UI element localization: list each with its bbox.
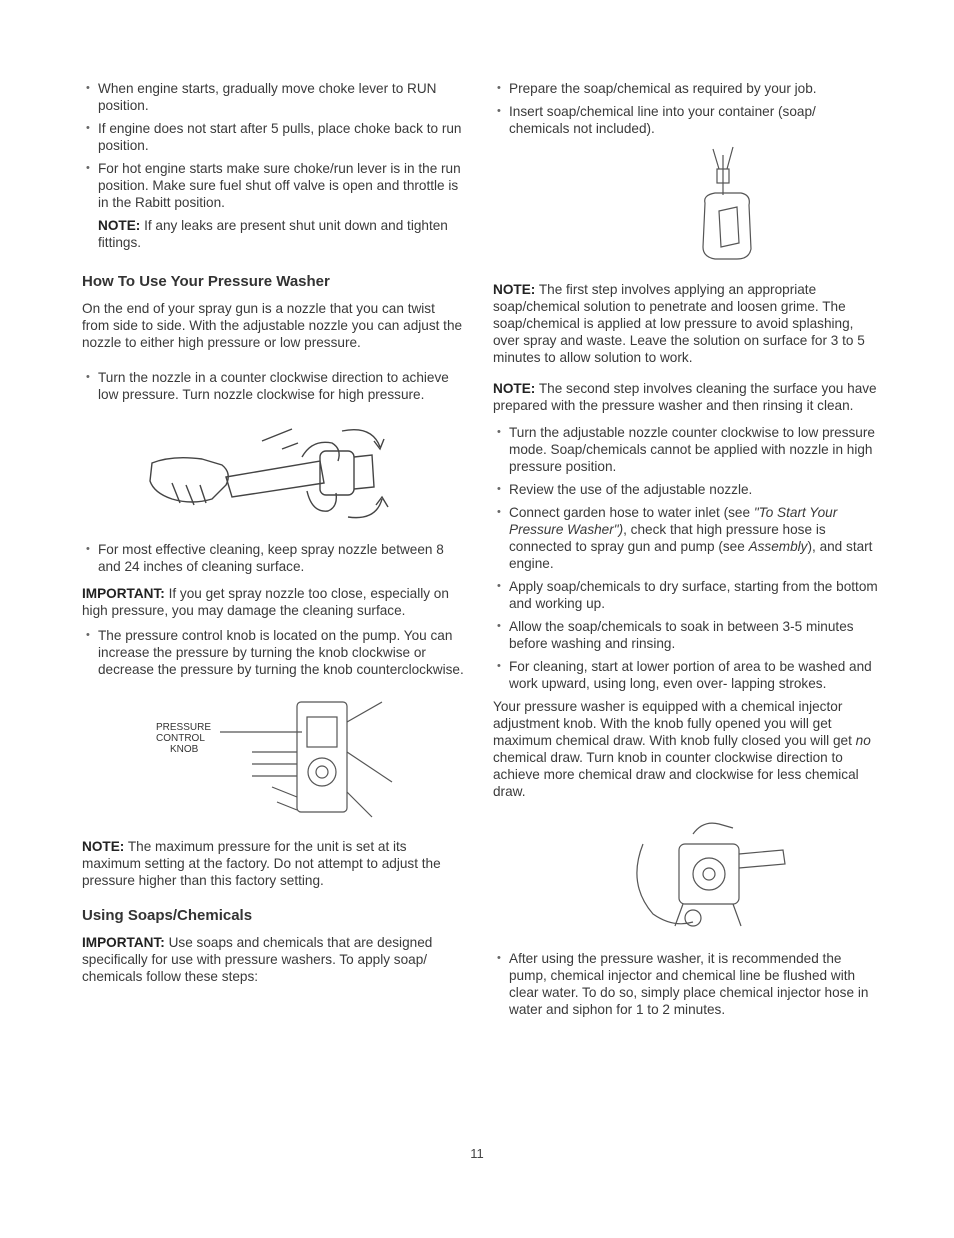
ref-to-start: "To Start Your Pressure Washer") bbox=[509, 505, 838, 537]
important-soaps bbox=[82, 934, 464, 985]
bullet-flush: • After using the pressure washer, it is recommended the pump, chemical injector and chemical line be flushed with clear water. To do so, simply place chemical injector hose in water and siphon for 1 to 2 minutes. bbox=[493, 950, 879, 1018]
bullet-turn-nozzle: • Turn the nozzle in a counter clockwise direction to achieve low pressure. Turn nozzle clockwise for high pressure. bbox=[82, 369, 464, 403]
note-second-step bbox=[493, 380, 879, 414]
important-text: Use soaps and chemicals that are designed specifically for use with pressure washers. To apply soap/ chemicals follow these steps: bbox=[82, 935, 433, 984]
bullet-choke-back: • If engine does not start after 5 pulls, place choke back to run position. bbox=[82, 120, 464, 154]
step-connect-text-end: ), and start engine. bbox=[509, 539, 873, 571]
pressure-control-knob-illustration bbox=[152, 692, 412, 822]
left-column bbox=[82, 80, 464, 993]
step-apply-soap: • Apply soap/chemicals to dry surface, starting from the bottom and working up. bbox=[493, 578, 879, 612]
pump-label-knob: KNOB bbox=[170, 744, 199, 755]
heading-how-to-use: How To Use Your Pressure Washer bbox=[82, 273, 330, 290]
bullet-pressure-knob: • The pressure control knob is located on the pump. You can increase the pressure by turning the knob clockwise or decrease the pressure by turning the knob counterclockwise. bbox=[82, 627, 464, 678]
ref-assembly: Assembly bbox=[748, 539, 808, 554]
important-close bbox=[82, 585, 464, 619]
nozzle-hand-drawing bbox=[142, 421, 392, 531]
page-number: 11 bbox=[470, 1146, 484, 1161]
important-label: IMPORTANT: bbox=[82, 586, 165, 601]
note-leaks bbox=[82, 217, 464, 251]
bullet-choke-run: • When engine starts, gradually move choke lever to RUN position. bbox=[82, 80, 464, 114]
note-label: NOTE: bbox=[493, 282, 536, 297]
bullet-prepare: • Prepare the soap/chemical as required by your job. bbox=[493, 80, 879, 97]
note-label: NOTE: bbox=[493, 381, 536, 396]
note-label: NOTE: bbox=[98, 218, 141, 233]
chemical-injector-illustration bbox=[623, 814, 803, 934]
pump-drawing bbox=[152, 692, 412, 822]
injector-no: no bbox=[855, 733, 871, 748]
step-review-nozzle: • Review the use of the adjustable nozzle. bbox=[493, 481, 879, 498]
chemical-container-illustration bbox=[683, 145, 773, 265]
important-text: If you get spray nozzle too close, especially on high pressure, you may damage the cleaning surface. bbox=[82, 586, 449, 618]
injector-text-end: chemical draw. Turn knob in counter clockwise direction to achieve more chemical draw and clockwise for less chemical draw. bbox=[493, 750, 859, 799]
step-connect-text-mid: , check that high pressure hose is connected to spray gun and pump (see bbox=[509, 522, 826, 554]
note-first-step bbox=[493, 281, 879, 366]
step-clean-upward: • For cleaning, start at lower portion of area to be washed and work upward, using long, even over- lapping strokes. bbox=[493, 658, 879, 692]
note-text: The first step involves applying an appropriate soap/chemical solution to penetrate and loosen grime. The soap/chemical is applied at low pressure to avoid splashing, over spray and waste. Leave the solution on surface for 3 to 5 minutes to allow solution to work. bbox=[493, 282, 865, 365]
step-connect-text: Connect garden hose to water inlet (see bbox=[509, 505, 754, 520]
para-injector-knob bbox=[493, 698, 879, 800]
pump-label-control: CONTROL bbox=[156, 733, 205, 744]
note-text: If any leaks are present shut unit down and tighten fittings. bbox=[98, 218, 448, 250]
bullet-distance: • For most effective cleaning, keep spray nozzle between 8 and 24 inches of cleaning surface. bbox=[82, 541, 464, 575]
step-soak: • Allow the soap/chemicals to soak in between 3-5 minutes before washing and rinsing. bbox=[493, 618, 879, 652]
injector-drawing bbox=[623, 814, 803, 934]
pump-label-pressure: PRESSURE bbox=[156, 722, 212, 733]
heading-using-soaps: Using Soaps/Chemicals bbox=[82, 907, 253, 924]
nozzle-hand-illustration bbox=[142, 421, 392, 531]
note-max-pressure bbox=[82, 838, 464, 889]
note-text: The second step involves cleaning the surface you have prepared with the pressure washer and then rinsing it clean. bbox=[493, 381, 877, 413]
note-text: The maximum pressure for the unit is set at its maximum setting at the factory. Do not attempt to adjust the pressure higher than this factory setting. bbox=[82, 839, 441, 888]
right-column bbox=[493, 80, 879, 1024]
bullet-hot-start: • For hot engine starts make sure choke/run lever is in the run position. Make sure fuel shut off valve is open and throttle is in the Rabitt position. bbox=[82, 160, 464, 211]
bullet-insert-line: • Insert soap/chemical line into your container (soap/ chemicals not included). bbox=[493, 103, 879, 137]
container-drawing bbox=[683, 145, 773, 265]
important-label: IMPORTANT: bbox=[82, 935, 165, 950]
injector-text: Your pressure washer is equipped with a chemical injector adjustment knob. With the knob fully opened you will get maximum chemical draw. With knob fully closed you will get bbox=[493, 699, 856, 748]
step-turn-nozzle: • Turn the adjustable nozzle counter clockwise to low pressure mode. Soap/chemicals cannot be applied with nozzle in high pressure position. bbox=[493, 424, 879, 475]
step-connect-hose bbox=[493, 504, 879, 572]
note-label: NOTE: bbox=[82, 839, 125, 854]
para-nozzle: On the end of your spray gun is a nozzle that you can twist from side to side. With the adjustable nozzle you can adjust the nozzle to either high pressure or low pressure. bbox=[82, 301, 463, 350]
